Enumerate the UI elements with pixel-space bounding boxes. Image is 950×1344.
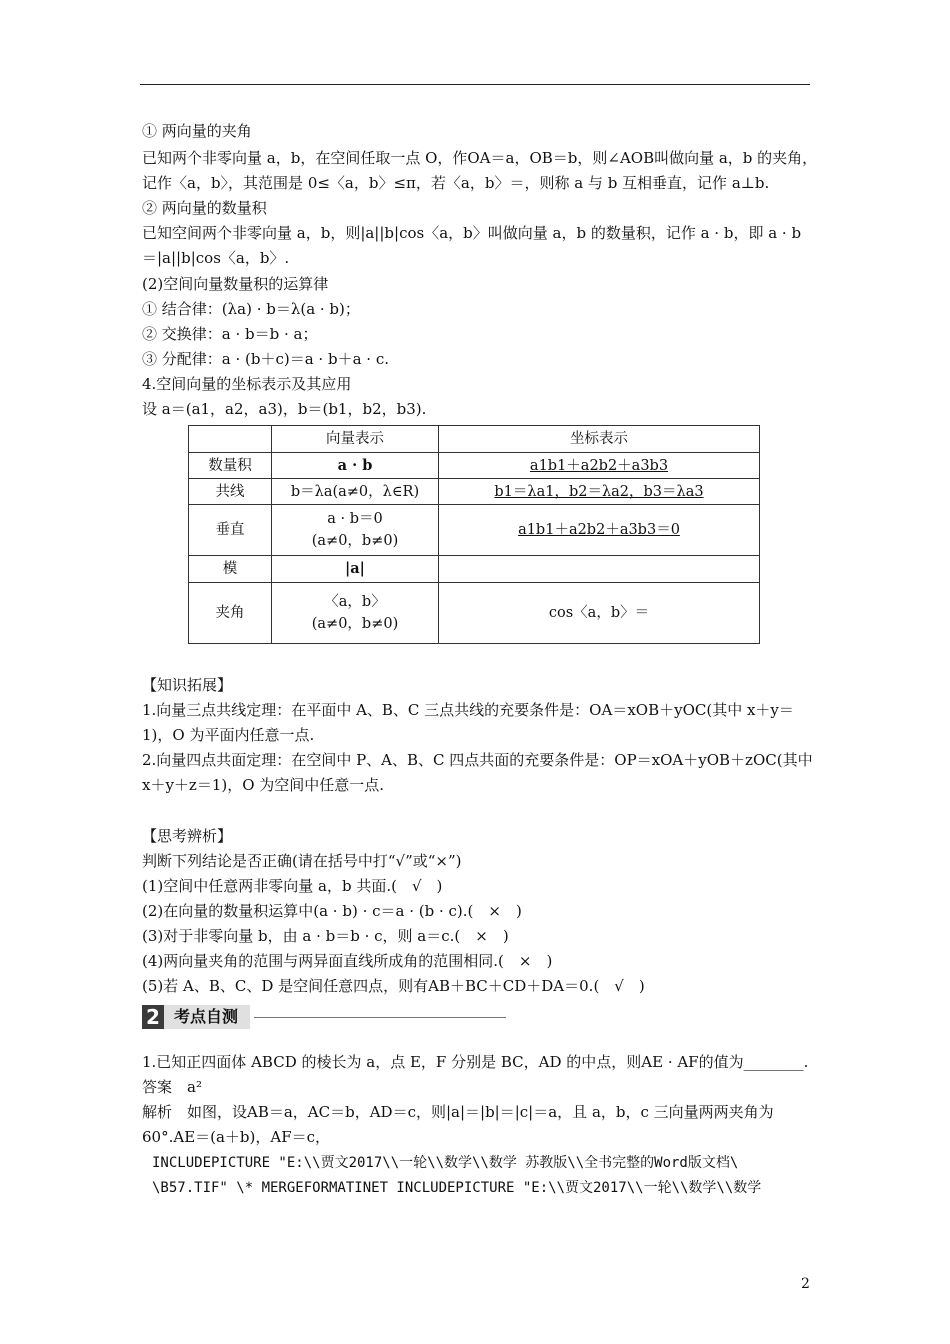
- vector-form-cell: [272, 505, 439, 556]
- text-line: ① 结合律：(λa) · b＝λ(a · b)；: [142, 300, 360, 318]
- vector-form: b＝λa(a≠0，λ∈R): [272, 479, 439, 505]
- text-line: ② 交换律：a · b＝b · a；: [142, 325, 318, 343]
- text-line: 已知空间两个非零向量 a，b，则|a||b|cos〈a，b〉叫做向量 a，b 的数量积，记作 a · b，即 a · b: [142, 224, 802, 242]
- vector-coordinate-table: [188, 425, 760, 644]
- section-rule: [254, 1017, 506, 1018]
- row-name: 垂直: [189, 505, 272, 556]
- vector-form: a · b: [272, 453, 439, 479]
- vector-condition: (a≠0，b≠0): [311, 616, 399, 632]
- text-line: 解析 如图，设AB＝a，AC＝b，AD＝c，则|a|＝|b|＝|c|＝a，且 a，b，c 三向量两两夹角为: [142, 1103, 774, 1121]
- vector-form: a · b＝0: [327, 511, 383, 527]
- vector-form: 〈a，b〉: [324, 594, 386, 610]
- answer-line: 答案 a²: [142, 1078, 202, 1096]
- table-header-row: [189, 426, 760, 453]
- coordinate-form: b1＝λa1，b2＝λa2，b3＝λa3: [439, 479, 760, 505]
- section-heading: 【思考辨析】: [142, 827, 233, 845]
- row-name: 夹角: [189, 583, 272, 644]
- text-line: ＝|a||b|cos〈a，b〉.: [142, 249, 290, 267]
- section-heading: 【知识拓展】: [142, 676, 233, 694]
- vector-condition: (a≠0，b≠0): [311, 533, 399, 549]
- text-line: (4)两向量夹角的范围与两异面直线所成角的范围相同.( × ): [142, 952, 553, 970]
- text-line: ② 两向量的数量积: [142, 199, 267, 217]
- field-code-line: INCLUDEPICTURE "E:\\贾文2017\\一轮\\数学\\数学 苏教版\\全书完整的Word版文档\: [152, 1155, 739, 1171]
- table-row: [189, 583, 760, 644]
- vector-form-cell: [272, 583, 439, 644]
- table-header-cell: [189, 426, 272, 453]
- table-row: [189, 556, 760, 583]
- text-line: 设 a＝(a1，a2，a3)，b＝(b1，b2，b3).: [142, 400, 427, 418]
- text-line: 1.已知正四面体 ABCD 的棱长为 a，点 E，F 分别是 BC，AD 的中点，则AE · AF的值为________.: [142, 1053, 809, 1071]
- section-banner: [142, 1004, 506, 1030]
- field-code-line: \B57.TIF" \* MERGEFORMATINET INCLUDEPICTURE "E:\\贾文2017\\一轮\\数学\\数学: [152, 1180, 762, 1196]
- header-rule: [140, 84, 810, 85]
- coordinate-form: cos〈a，b〉＝: [439, 583, 760, 644]
- text-line: 1.向量三点共线定理：在平面中 A、B、C 三点共线的充要条件是：OA＝xOB＋yOC(其中 x＋y＝: [142, 701, 794, 719]
- row-name: 模: [189, 556, 272, 583]
- coordinate-form: [439, 556, 760, 583]
- text-line: (2)在向量的数量积运算中(a · b) · c＝a · (b · c).( × ): [142, 902, 522, 920]
- table-row: [189, 505, 760, 556]
- row-name: 共线: [189, 479, 272, 505]
- table-header-cell: 向量表示: [272, 426, 439, 453]
- page-number: 2: [801, 1276, 810, 1292]
- coordinate-form: a1b1＋a2b2＋a3b3＝0: [439, 505, 760, 556]
- text-line: x＋y＋z＝1)，O 为空间中任意一点.: [142, 776, 385, 794]
- text-line: 1)，O 为平面内任意一点.: [142, 726, 315, 744]
- row-name: 数量积: [189, 453, 272, 479]
- section-label: 考点自测: [164, 1005, 250, 1029]
- text-line: (5)若 A、B、C、D 是空间任意四点，则有AB＋BC＋CD＋DA＝0.( √ ): [142, 977, 645, 995]
- text-line: ③ 分配律：a · (b＋c)＝a · b＋a · c.: [142, 350, 389, 368]
- text-line: (2)空间向量数量积的运算律: [142, 275, 329, 293]
- text-line: ① 两向量的夹角: [142, 122, 252, 140]
- coordinate-form: a1b1＋a2b2＋a3b3: [439, 453, 760, 479]
- table-header-cell: 坐标表示: [439, 426, 760, 453]
- table-row: [189, 453, 760, 479]
- text-line: 记作〈a，b〉，其范围是 0≤〈a，b〉≤π，若〈a，b〉＝，则称 a 与 b 互相垂直，记作 a⊥b.: [142, 174, 770, 192]
- text-line: 4.空间向量的坐标表示及其应用: [142, 375, 352, 393]
- text-line: 60°.AE＝(a＋b)，AF＝c，: [142, 1128, 331, 1146]
- text-line: 已知两个非零向量 a，b，在空间任取一点 O，作OA＝a，OB＝b，则∠AOB叫做向量 a，b 的夹角，: [142, 149, 818, 167]
- table-row: [189, 479, 760, 505]
- text-line: 判断下列结论是否正确(请在括号中打“√”或“×”): [142, 852, 462, 870]
- section-number: 2: [142, 1005, 164, 1029]
- text-line: (3)对于非零向量 b，由 a · b＝b · c，则 a＝c.( × ): [142, 927, 509, 945]
- vector-form: |a|: [272, 556, 439, 583]
- text-line: 2.向量四点共面定理：在空间中 P、A、B、C 四点共面的充要条件是：OP＝xOA＋yOB＋zOC(其中: [142, 751, 813, 769]
- text-line: (1)空间中任意两非零向量 a，b 共面.( √ ): [142, 877, 443, 895]
